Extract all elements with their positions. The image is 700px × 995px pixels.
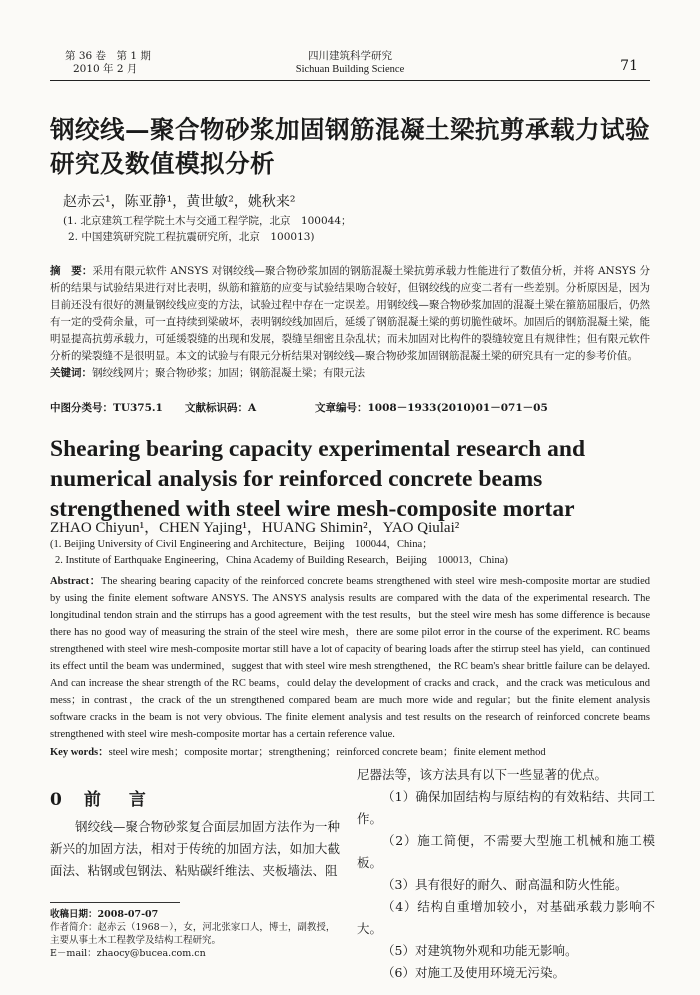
affiliation-en-1: (1. Beijing University of Civil Engineering and Architecture，Beijing 100044，China； — [50, 539, 433, 550]
issue-date: 2010 年 2 月 — [73, 63, 138, 75]
running-header-center — [0, 50, 700, 76]
body-text-left: 钢绞线—聚合物砂浆复合面层加固方法作为一种新兴的加固方法，相对于传统的加固方法，如加大截面法、粘钢或包钢法、粘贴碳纤维法、夹板墙法、阻 — [50, 819, 340, 878]
authors-en: ZHAO Chiyun¹，CHEN Yajing¹，HUANG Shimin²，YAO Qiulai² — [50, 520, 460, 536]
list-item: （4）结构自重增加较小，对基础承载力影响不大。 — [357, 899, 655, 936]
abstract-en-label: Abstract： — [50, 576, 101, 587]
title-en: Shearing bearing capacity experimental research and numerical analysis for reinforced concrete beams strengthened with steel wire mesh-composite mortar — [50, 436, 586, 522]
keywords-cn-text: 钢绞线网片；聚合物砂浆；加固；钢筋混凝土梁；有限元法 — [92, 367, 365, 379]
abstract-en-text: The shearing bearing capacity of the reinforced concrete beams strengthened with steel wire mesh-composite mortar are studied by using the finite element software ANSYS. The ANSYS analysis results are compared with the data of the experimental research. The longitudinal tendon strain and the stirrups has a good agreement with the test results，but the steel wire mesh has some difference is because there has no good way of measuring the strain of the steel wire mesh，there are some pilot error in the course of the experiment. RC beams strengthened with steel wire mesh-composite mortar still have a lot of capacity of bearing loads after the stirrup steel has yield，can continued its effect until the beam was undermined，suggest that with steel wire mesh strengthened，the RC beam's shear brittle failure can be delayed. And can increase the shear strength of the RC beams，could delay the development of cracks and crack，and the crack was meticulous and mess；in contrast，the crack of the un strengthened compared beam are much more wide and regular；but the finite element analysis software cracks in the beam is not very obvious. The finite element analysis and test results on the research of reinforced concrete beams strengthened with steel wire mesh-composite mortar has a certain reference value. — [50, 576, 650, 740]
affiliations-cn — [63, 213, 352, 245]
list-item: （5）对建筑物外观和功能无影响。 — [382, 943, 578, 958]
header-rule — [50, 80, 650, 81]
abstract-cn — [50, 263, 650, 382]
author-email: E－mail：zhaocy@bucea.com.cn — [50, 948, 206, 959]
list-item: （6）对施工及使用环境无污染。 — [382, 965, 565, 980]
affiliation-en-2: 2. Institute of Earthquake Engineering，China Academy of Building Research，Beijing 100013，China) — [55, 555, 508, 566]
list-item: （3）具有很好的耐久、耐高温和防火性能。 — [382, 877, 628, 892]
abstract-en — [50, 573, 650, 743]
journal-name-cn: 四川建筑科学研究 — [308, 50, 392, 62]
page-number: 71 — [620, 58, 638, 74]
section-number: 0 — [50, 790, 62, 810]
abstract-cn-label: 摘 要： — [50, 265, 93, 277]
body-paragraph: 尼器法等，该方法具有以下一些显著的优点。 — [357, 767, 608, 782]
keywords-en-label: Key words： — [50, 747, 109, 758]
received-date: 收稿日期：2008-07-07 — [50, 909, 159, 920]
authors-cn: 赵赤云¹，陈亚静¹，黄世敏²，姚秋来² — [63, 194, 296, 210]
document-code: 文献标识码：A — [185, 402, 257, 414]
list-item: （1）确保加固结构与原结构的有效粘结、共同工作。 — [357, 789, 655, 826]
list-item: （2）施工简便，不需要大型施工机械和施工模板。 — [357, 833, 655, 870]
body-text-right — [357, 764, 655, 984]
keywords-cn-label: 关键词： — [50, 367, 92, 379]
keywords-en — [50, 744, 650, 761]
affiliations-en — [50, 537, 508, 569]
footnote — [50, 908, 340, 960]
section-title-part-1: 前 — [83, 790, 101, 810]
volume-issue: 第 36 卷 第 1 期 — [65, 50, 151, 62]
footnote-rule — [50, 902, 180, 903]
clc-number: 中图分类号：TU375.1 — [50, 402, 163, 414]
author-bio: 作者简介：赵赤云（1968－），女，河北张家口人，博士，副教授，主要从事土木工程教学及结构工程研究。 — [50, 922, 336, 946]
affiliation-cn-1: (1. 北京建筑工程学院土木与交通工程学院，北京 100044； — [63, 215, 352, 227]
keywords-en-text: steel wire mesh；composite mortar；strengthening；reinforced concrete beam；finite element method — [108, 747, 546, 758]
journal-name-en: Sichuan Building Science — [295, 64, 405, 75]
title-cn: 钢绞线—聚合物砂浆加固钢筋混凝土梁抗剪承载力试验研究及数值模拟分析 — [50, 115, 650, 178]
article-number: 文章编号：1008－1933(2010)01－071－05 — [315, 402, 548, 414]
section-heading — [50, 785, 146, 810]
section-title-part-2: 言 — [128, 790, 146, 810]
classification-line — [50, 400, 650, 417]
abstract-cn-text: 采用有限元软件 ANSYS 对钢绞线—聚合物砂浆加固的钢筋混凝土梁抗剪承载力性能进行了数值分析，并将 ANSYS 分析的结果与试验结果进行对比表明，纵筋和箍筋的应变与试验结果吻合较好，但钢绞线的应变二者有一些差别。分析原因是，因为目前还没有很好的测量钢绞线应变的方法，试验过程中存在一定误差。用钢绞线—聚合物砂浆加固的混凝土梁在箍筋屈服后，仍然有一定的受荷余量，可一直持续到梁破坏，表明钢绞线加固后，延缓了钢筋混凝土梁的剪切脆性破坏。加固后的钢筋混凝土梁，能明显提高抗剪承载力，可延缓裂缝的出现和发展，裂缝呈细密且杂乱状；而未加固对比构件的裂缝较宽且有规律性；但有限元软件分析的梁裂缝不是很明显。本文的试验与有限元分析结果对钢绞线—聚合物砂浆加固钢筋混凝土梁的研究具有一定的参考价值。 — [50, 265, 651, 362]
affiliation-cn-2: 2. 中国建筑研究院工程抗震研究所，北京 100013) — [68, 231, 315, 243]
